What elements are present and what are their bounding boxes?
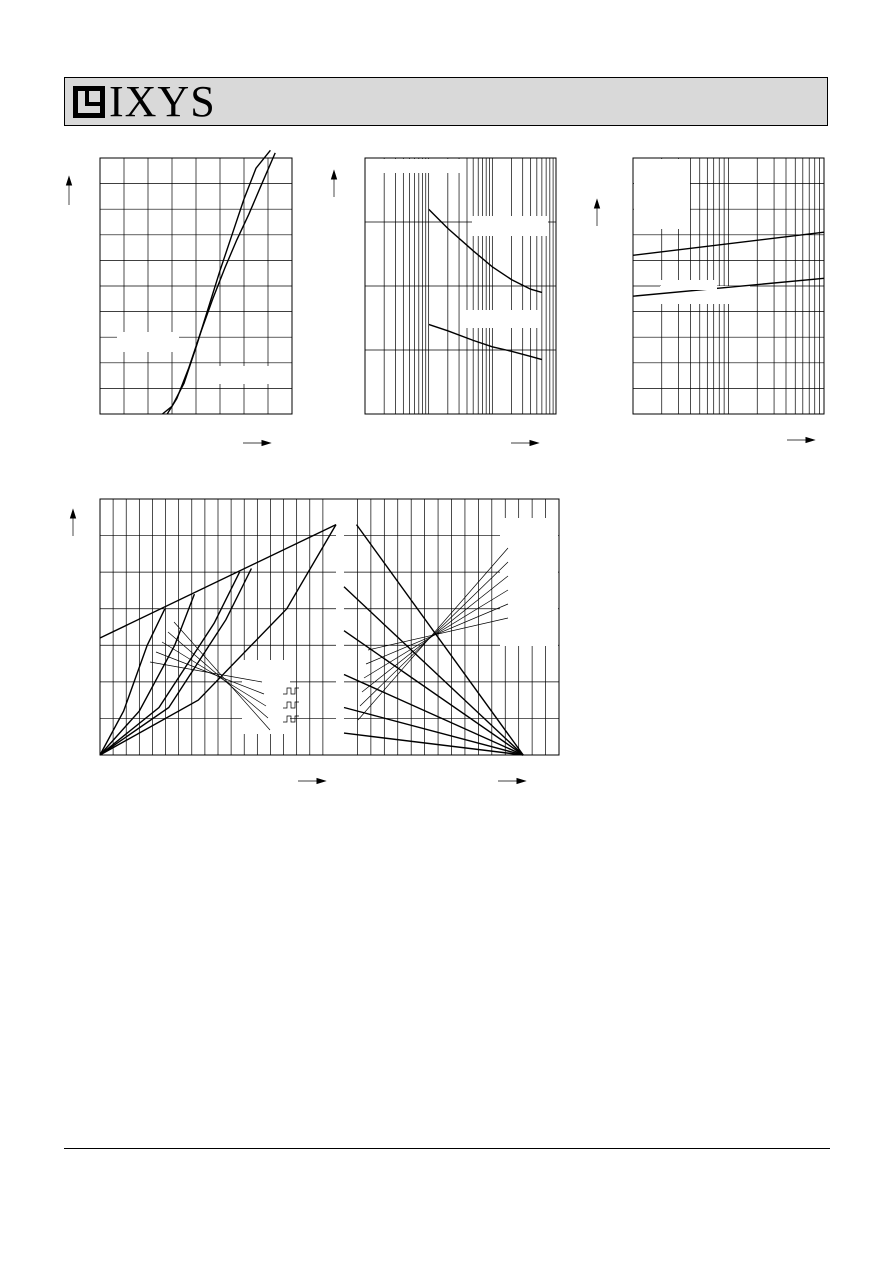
footer-rule	[64, 1148, 830, 1149]
fig4-right-leader-1	[358, 548, 508, 720]
fig4-label-mask	[242, 660, 290, 734]
brand-name: IXYS	[109, 77, 216, 126]
fig4-right-leader-2	[360, 562, 508, 706]
fig4-right-leader-3	[362, 576, 508, 692]
fig4-y-arrow-head	[71, 510, 76, 518]
fig4-left-series-4	[100, 572, 240, 755]
fig4-x-arrow-right-head	[517, 779, 525, 784]
fig4-label-mask-2	[500, 518, 558, 646]
fig4-right-leader-4	[364, 590, 508, 678]
fig4-left-series-5	[100, 569, 251, 756]
fig4-x-arrow-left-head	[317, 779, 325, 784]
fig4-gutter	[337, 500, 344, 754]
